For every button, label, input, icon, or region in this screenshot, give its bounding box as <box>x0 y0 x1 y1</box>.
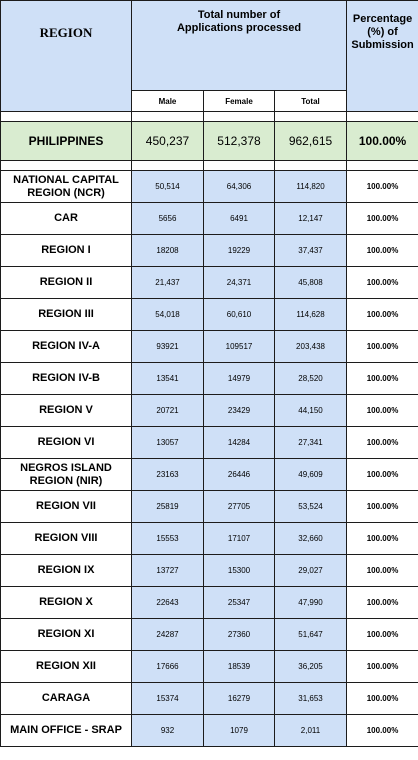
pct-header-line1: Percentage <box>352 13 413 25</box>
region-name: REGION XI <box>1 619 132 651</box>
pct-header-line3: Submission <box>351 39 414 51</box>
table-row <box>1 459 418 491</box>
table-row <box>1 683 418 715</box>
table-row <box>1 523 418 555</box>
female-value: 24,371 <box>204 267 275 299</box>
region-name: REGION III <box>1 299 132 331</box>
male-value: 24287 <box>132 619 204 651</box>
region-name: REGION II <box>1 267 132 299</box>
table-row <box>1 491 418 523</box>
total-value: 37,437 <box>275 235 347 267</box>
female-value: 17107 <box>204 523 275 555</box>
female-value: 60,610 <box>204 299 275 331</box>
region-name: REGION V <box>1 395 132 427</box>
table-row <box>1 395 418 427</box>
region-name: CARAGA <box>1 683 132 715</box>
percentage-value: 100.00% <box>347 715 418 747</box>
region-name: CAR <box>1 203 132 235</box>
region-name: NATIONAL CAPITAL REGION (NCR) <box>1 171 132 203</box>
percentage-value: 100.00% <box>347 171 418 203</box>
spacer-row <box>1 112 418 122</box>
table-row <box>1 235 418 267</box>
male-value: 22643 <box>132 587 204 619</box>
table-row <box>1 331 418 363</box>
male-value: 5656 <box>132 203 204 235</box>
region-name: REGION I <box>1 235 132 267</box>
percentage-value: 100.00% <box>347 683 418 715</box>
total-value: 51,647 <box>275 619 347 651</box>
percentage-value: 100.00% <box>347 331 418 363</box>
table-row <box>1 427 418 459</box>
female-value: 25347 <box>204 587 275 619</box>
philippines-male: 450,237 <box>132 122 204 161</box>
percentage-value: 100.00% <box>347 363 418 395</box>
table-row <box>1 267 418 299</box>
total-value: 114,820 <box>275 171 347 203</box>
percentage-value: 100.00% <box>347 299 418 331</box>
male-value: 15374 <box>132 683 204 715</box>
region-name: REGION IV-B <box>1 363 132 395</box>
male-value: 21,437 <box>132 267 204 299</box>
male-value: 20721 <box>132 395 204 427</box>
percentage-value: 100.00% <box>347 491 418 523</box>
total-header-line1: Total number of <box>197 9 281 21</box>
percentage-value: 100.00% <box>347 555 418 587</box>
female-header: Female <box>204 91 275 112</box>
female-value: 26446 <box>204 459 275 491</box>
philippines-total: 962,615 <box>275 122 347 161</box>
total-applications-header <box>132 1 347 91</box>
male-value: 13057 <box>132 427 204 459</box>
region-name: REGION XII <box>1 651 132 683</box>
female-value: 23429 <box>204 395 275 427</box>
female-value: 14284 <box>204 427 275 459</box>
total-value: 36,205 <box>275 651 347 683</box>
total-value: 31,653 <box>275 683 347 715</box>
total-value: 114,628 <box>275 299 347 331</box>
total-value: 32,660 <box>275 523 347 555</box>
total-header: Total <box>275 91 347 112</box>
percentage-value: 100.00% <box>347 523 418 555</box>
table-row <box>1 203 418 235</box>
total-value: 203,438 <box>275 331 347 363</box>
spacer-row <box>1 161 418 171</box>
region-name: MAIN OFFICE - SRAP <box>1 715 132 747</box>
percentage-value: 100.00% <box>347 267 418 299</box>
region-name: REGION IV-A <box>1 331 132 363</box>
female-value: 27705 <box>204 491 275 523</box>
table-row <box>1 715 418 747</box>
region-name: REGION X <box>1 587 132 619</box>
male-value: 18208 <box>132 235 204 267</box>
male-value: 93921 <box>132 331 204 363</box>
table-row <box>1 171 418 203</box>
philippines-row <box>1 122 418 161</box>
total-value: 12,147 <box>275 203 347 235</box>
female-value: 6491 <box>204 203 275 235</box>
female-value: 16279 <box>204 683 275 715</box>
table-row <box>1 363 418 395</box>
male-value: 50,514 <box>132 171 204 203</box>
percentage-value: 100.00% <box>347 203 418 235</box>
percentage-header <box>347 1 418 112</box>
total-header-line2: Applications processed <box>176 22 302 34</box>
male-value: 15553 <box>132 523 204 555</box>
region-name: NEGROS ISLAND REGION (NIR) <box>1 459 132 491</box>
region-header: REGION <box>1 1 132 112</box>
female-value: 109517 <box>204 331 275 363</box>
female-value: 19229 <box>204 235 275 267</box>
percentage-value: 100.00% <box>347 587 418 619</box>
percentage-value: 100.00% <box>347 619 418 651</box>
percentage-value: 100.00% <box>347 235 418 267</box>
philippines-label: PHILIPPINES <box>1 122 132 161</box>
male-value: 17666 <box>132 651 204 683</box>
total-value: 44,150 <box>275 395 347 427</box>
male-value: 25819 <box>132 491 204 523</box>
region-name: REGION VII <box>1 491 132 523</box>
percentage-value: 100.00% <box>347 395 418 427</box>
philippines-percentage: 100.00% <box>347 122 418 161</box>
male-value: 13727 <box>132 555 204 587</box>
male-header: Male <box>132 91 204 112</box>
region-name: REGION IX <box>1 555 132 587</box>
region-name: REGION VIII <box>1 523 132 555</box>
table-row <box>1 555 418 587</box>
female-value: 1079 <box>204 715 275 747</box>
percentage-value: 100.00% <box>347 427 418 459</box>
region-name: REGION VI <box>1 427 132 459</box>
total-value: 53,524 <box>275 491 347 523</box>
female-value: 15300 <box>204 555 275 587</box>
table-row <box>1 299 418 331</box>
pct-header-line2: (%) of <box>367 26 398 38</box>
percentage-value: 100.00% <box>347 651 418 683</box>
male-value: 23163 <box>132 459 204 491</box>
percentage-value: 100.00% <box>347 459 418 491</box>
female-value: 14979 <box>204 363 275 395</box>
male-value: 13541 <box>132 363 204 395</box>
table-row <box>1 619 418 651</box>
total-value: 49,609 <box>275 459 347 491</box>
male-value: 932 <box>132 715 204 747</box>
total-value: 2,011 <box>275 715 347 747</box>
total-value: 47,990 <box>275 587 347 619</box>
total-value: 28,520 <box>275 363 347 395</box>
table-row <box>1 587 418 619</box>
female-value: 27360 <box>204 619 275 651</box>
female-value: 64,306 <box>204 171 275 203</box>
female-value: 18539 <box>204 651 275 683</box>
total-value: 45,808 <box>275 267 347 299</box>
table-row <box>1 651 418 683</box>
philippines-female: 512,378 <box>204 122 275 161</box>
total-value: 29,027 <box>275 555 347 587</box>
total-value: 27,341 <box>275 427 347 459</box>
male-value: 54,018 <box>132 299 204 331</box>
